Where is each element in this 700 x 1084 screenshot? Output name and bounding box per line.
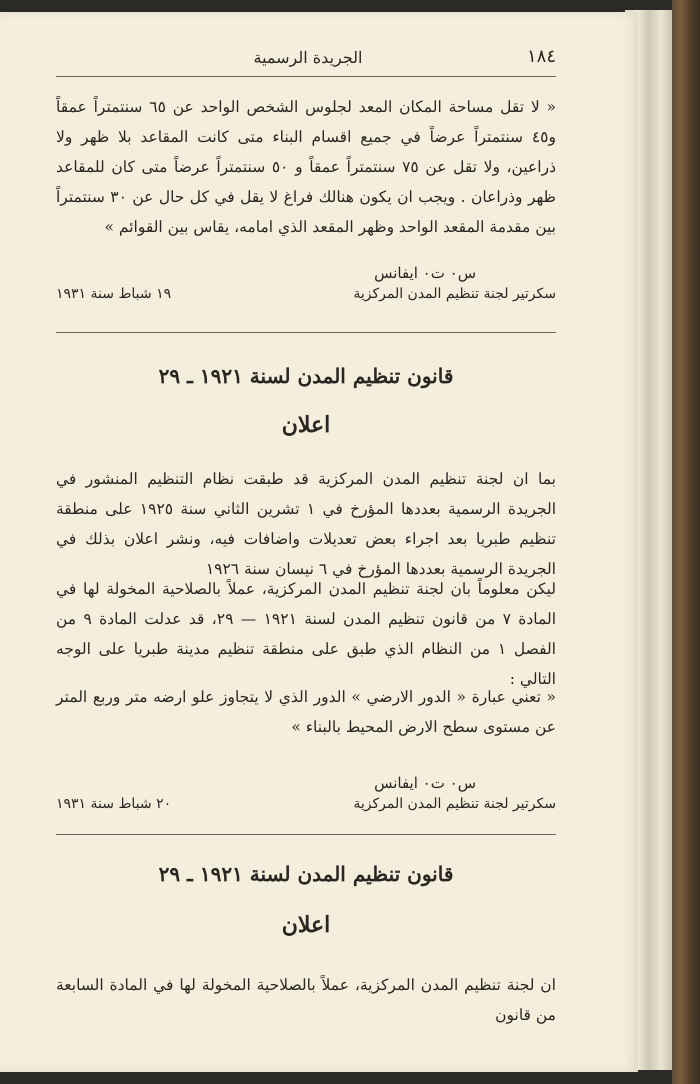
header-rule (56, 76, 556, 77)
section2-subtitle: اعلان (281, 412, 331, 438)
section1-role: سكرتير لجنة تنظيم المدن المركزية (353, 286, 556, 302)
section2-paragraph3: « تعني عبارة « الدور الارضي » الدور الذي لا يتجاوز علو ارضه متر وربع المتر عن مستوى سطح الارض المحيط بالبناء » (56, 688, 556, 736)
section1-paragraph: « لا تقل مساحة المكان المعد لجلوس الشخص الواحد عن ٦٥ سنتمتراً عمقاً و٤٥ سنتمتراً عرضاً في جميع اقسام البناء متى كانت المقاعد بلا ظهر ولا ذراعين، ولا تقل عن ٧٥ سنتمتراً عمقاً و ٥٠ سنتمتراً عرضاً متى كان للمقاعد ظهر وذراعان . ويجب ان يكون هنالك فراغ لا يقل في كل حال عن ٣٠ سنتمتراً بين مقدمة المقعد الواحد وظهر المقعد الذي امامه، يقاس بين القوائم » (56, 98, 556, 236)
section2-paragraph2: ليكن معلوماً بان لجنة تنظيم المدن المركزية، عملاً بالصلاحية المخولة لها في المادة ٧ من قانون تنظيم المدن لسنة ١٩٢١ — ٢٩، قد عدلت المادة ٩ من الفصل ١ من النظام الذي طبق على منطقة تنظيم مدينة طبريا على الوجه التالي : (56, 580, 557, 688)
page-number: ١٨٤ (526, 46, 556, 67)
section3-subtitle: اعلان (281, 912, 331, 938)
journal-title: الجريدة الرسمية (253, 48, 363, 67)
section2-paragraph1: بما ان لجنة تنظيم المدن المركزية قد طبقت نظام التنظيم المنشور في الجريدة الرسمية بعددها المؤرخ في ١ تشرين الثاني سنة ١٩٢٥ على منطقة تنظيم طبريا بعد اجراء بعض تعديلات واضافات فيه، ونشر اعلان بذلك في الجريدة الرسمية بعددها المؤرخ في ٦ نيسان سنة ١٩٢٦ (56, 470, 556, 578)
section2-signatory: س٠ ت٠ ايفانس (374, 774, 476, 792)
section-divider-2 (56, 834, 556, 835)
section1-signature (56, 264, 556, 308)
section1-signatory: س٠ ت٠ ايفانس (374, 264, 476, 282)
section1-date: ١٩ شباط سنة ١٩٣١ (56, 286, 172, 302)
section2-title: قانون تنظيم المدن لسنة ١٩٢١ ـ ٢٩ (158, 364, 454, 388)
page-header (60, 46, 556, 72)
document-page (0, 12, 638, 1072)
section2-role: سكرتير لجنة تنظيم المدن المركزية (353, 796, 556, 812)
section3-paragraph1: ان لجنة تنظيم المدن المركزية، عملاً بالصلاحية المخولة لها في المادة السابعة من قانون (56, 976, 556, 1024)
section3-title: قانون تنظيم المدن لسنة ١٩٢١ ـ ٢٩ (158, 862, 454, 886)
book-cover-edge (672, 0, 700, 1084)
section2-signature (56, 774, 556, 818)
section2-date: ٢٠ شباط سنة ١٩٣١ (56, 796, 172, 812)
page-content (0, 12, 638, 1072)
section-divider-1 (56, 332, 556, 333)
